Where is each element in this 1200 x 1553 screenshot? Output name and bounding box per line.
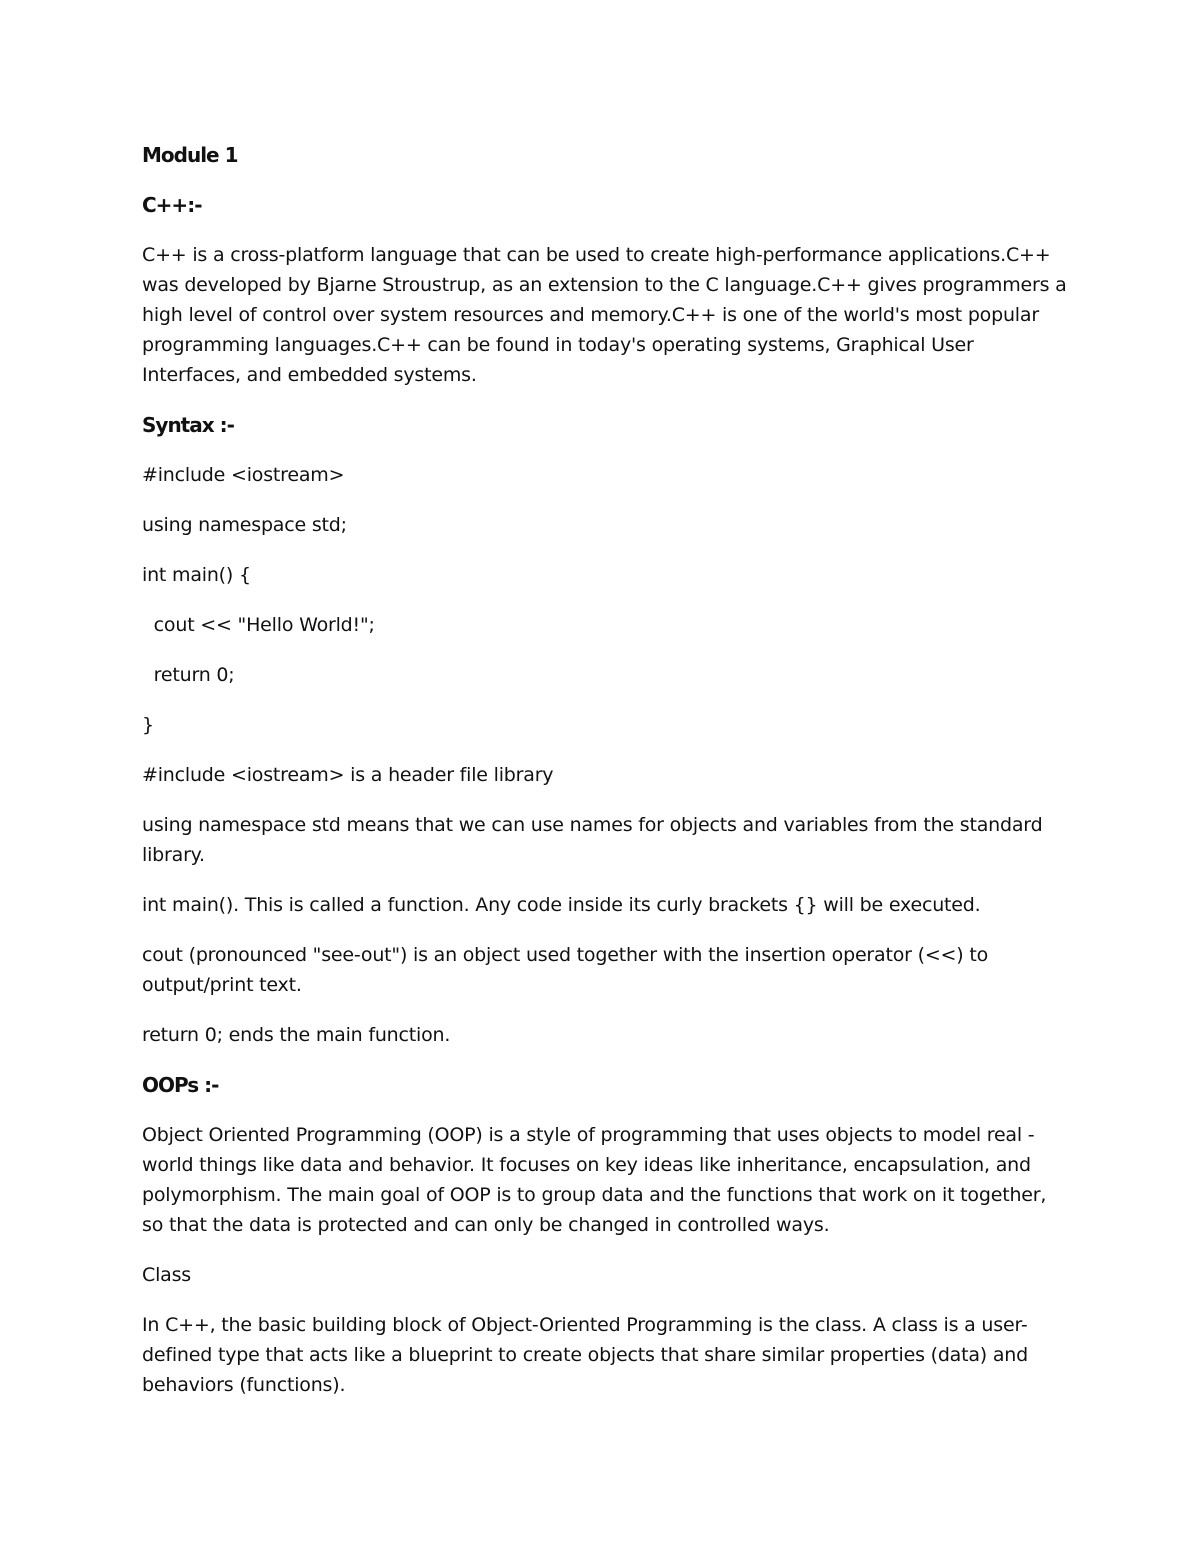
explanation-namespace: using namespace std means that we can use names for objects and variables from the standard library. bbox=[142, 814, 1043, 866]
cpp-intro-paragraph: C++ is a cross-platform language that can be used to create high-performance applications.C++ was developed by Bjarne Stroustrup, as an extension to the C language.C++ gives programmers a high level of control over system resources and memory.C++ is one of the world's most popular programming languages.C++ can be found in today's operating systems, Graphical User Interfaces, and embedded systems. bbox=[142, 244, 1067, 386]
class-paragraph: In C++, the basic building block of Object-Oriented Programming is the class. A class is a user-defined type that acts like a blueprint to create objects that share similar properties (data) and behaviors (functions). bbox=[142, 1314, 1029, 1396]
explanation-return: return 0; ends the main function. bbox=[142, 1024, 451, 1046]
cpp-heading: C++:- bbox=[142, 193, 202, 217]
explanation-main: int main(). This is called a function. Any code inside its curly brackets {} will be executed. bbox=[142, 894, 981, 916]
class-label: Class bbox=[142, 1264, 191, 1286]
code-sample bbox=[142, 460, 1072, 740]
code-line: int main() { bbox=[142, 564, 251, 586]
code-line: cout << "Hello World!"; bbox=[142, 614, 375, 636]
oops-heading: OOPs :- bbox=[142, 1073, 219, 1097]
document-page bbox=[142, 140, 1072, 1420]
code-line: return 0; bbox=[142, 664, 235, 686]
module-title: Module 1 bbox=[142, 143, 238, 167]
explanation-cout: cout (pronounced "see-out") is an object used together with the insertion operator (<<) to output/print text. bbox=[142, 944, 988, 996]
oops-intro-paragraph: Object Oriented Programming (OOP) is a style of programming that uses objects to model real -world things like data and behavior. It focuses on key ideas like inheritance, encapsulation, and polymorphism. The main goal of OOP is to group data and the functions that work on it together, so that the data is protected and can only be changed in controlled ways. bbox=[142, 1124, 1047, 1236]
explanation-include: #include <iostream> is a header file library bbox=[142, 764, 554, 786]
code-line: #include <iostream> bbox=[142, 464, 345, 486]
code-line: using namespace std; bbox=[142, 514, 347, 536]
syntax-heading: Syntax :- bbox=[142, 413, 234, 437]
code-line: } bbox=[142, 714, 154, 736]
